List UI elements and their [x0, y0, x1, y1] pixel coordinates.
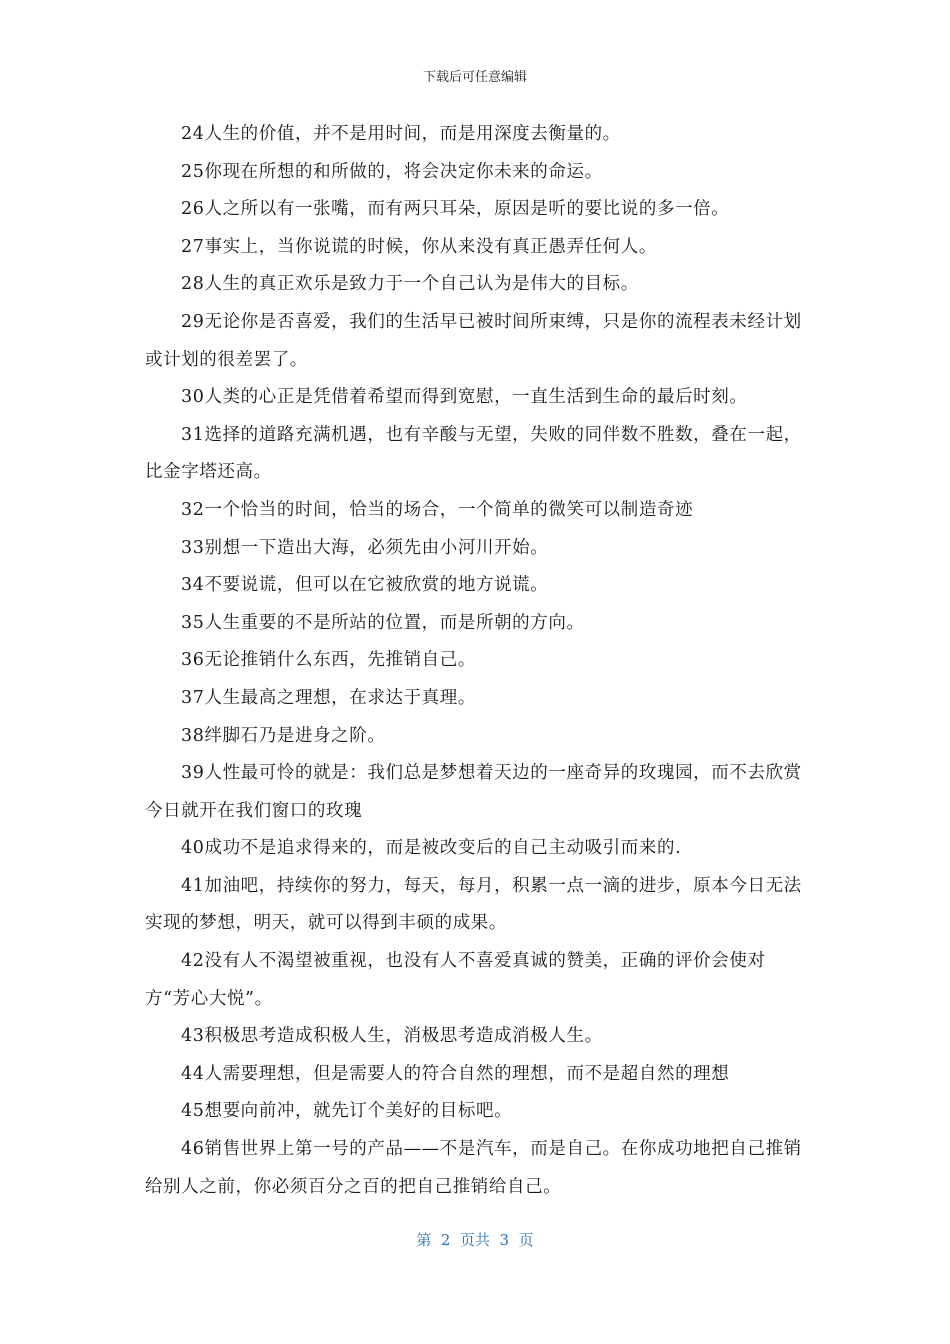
- paragraph: 46销售世界上第一号的产品——不是汽车，而是自己。在你成功地把自己推销给别人之前，你必须百分之百的把自己推销给自己。: [145, 1139, 802, 1197]
- paragraph: 28人生的真正欢乐是致力于一个自己认为是伟大的目标。: [181, 274, 639, 295]
- paragraph: 38绊脚石乃是进身之阶。: [181, 725, 386, 746]
- paragraph: 44人需要理想，但是需要人的符合自然的理想，而不是超自然的理想: [181, 1063, 730, 1084]
- paragraph: 26人之所以有一张嘴，而有两只耳朵，原因是听的要比说的多一倍。: [181, 199, 730, 220]
- paragraph: 29无论你是否喜爱，我们的生活早已被时间所束缚，只是你的流程表未经计划或计划的很差罢了。: [145, 311, 802, 370]
- paragraph: 32一个恰当的时间，恰当的场合，一个简单的微笑可以制造奇迹: [181, 499, 694, 520]
- page-number-footer: 第 2 页共 3 页: [416, 1231, 534, 1249]
- paragraph: 24人生的价值，并不是用时间，而是用深度去衡量的。: [181, 124, 621, 144]
- paragraph: 34不要说谎，但可以在它被欣赏的地方说谎。: [181, 575, 549, 596]
- paragraph: 42没有人不渴望被重视，也没有人不喜爱真诚的赞美，正确的评价会使对方“芳心大悦”。: [145, 951, 766, 1009]
- paragraph: 27事实上，当你说谎的时候，你从来没有真正愚弄任何人。: [181, 236, 657, 257]
- paragraph: 43积极思考造成积极人生，消极思考造成消极人生。: [181, 1026, 603, 1047]
- document-body: [145, 116, 805, 1206]
- paragraph: 31选择的道路充满机遇，也有辛酸与无望，失败的同伴数不胜数，叠在一起，比金字塔还高。: [145, 424, 802, 483]
- paragraph: 37人生最高之理想，在求达于真理。: [181, 687, 476, 708]
- paragraph: 39人性最可怜的就是：我们总是梦想着天边的一座奇异的玫瑰园，而不去欣赏今日就开在我们窗口的玫瑰: [145, 763, 802, 821]
- paragraph: 40成功不是追求得来的，而是被改变后的自己主动吸引而来的.: [181, 838, 682, 859]
- paragraph: 30人类的心正是凭借着希望而得到宽慰，一直生活到生命的最后时刻。: [181, 387, 748, 408]
- page-header: 下载后可任意编辑: [422, 70, 527, 85]
- paragraph: 45想要向前冲，就先订个美好的目标吧。: [181, 1101, 513, 1122]
- paragraph: 25你现在所想的和所做的，将会决定你未来的命运。: [181, 161, 603, 182]
- paragraph: 41加油吧，持续你的努力，每天，每月，积累一点一滴的进步，原本今日无法实现的梦想，明天，就可以得到丰硕的成果。: [145, 875, 802, 934]
- paragraph: 36无论推销什么东西，先推销自己。: [181, 650, 476, 671]
- paragraph: 35人生重要的不是所站的位置，而是所朝的方向。: [181, 612, 585, 633]
- paragraph: 33别想一下造出大海，必须先由小河川开始。: [181, 537, 549, 558]
